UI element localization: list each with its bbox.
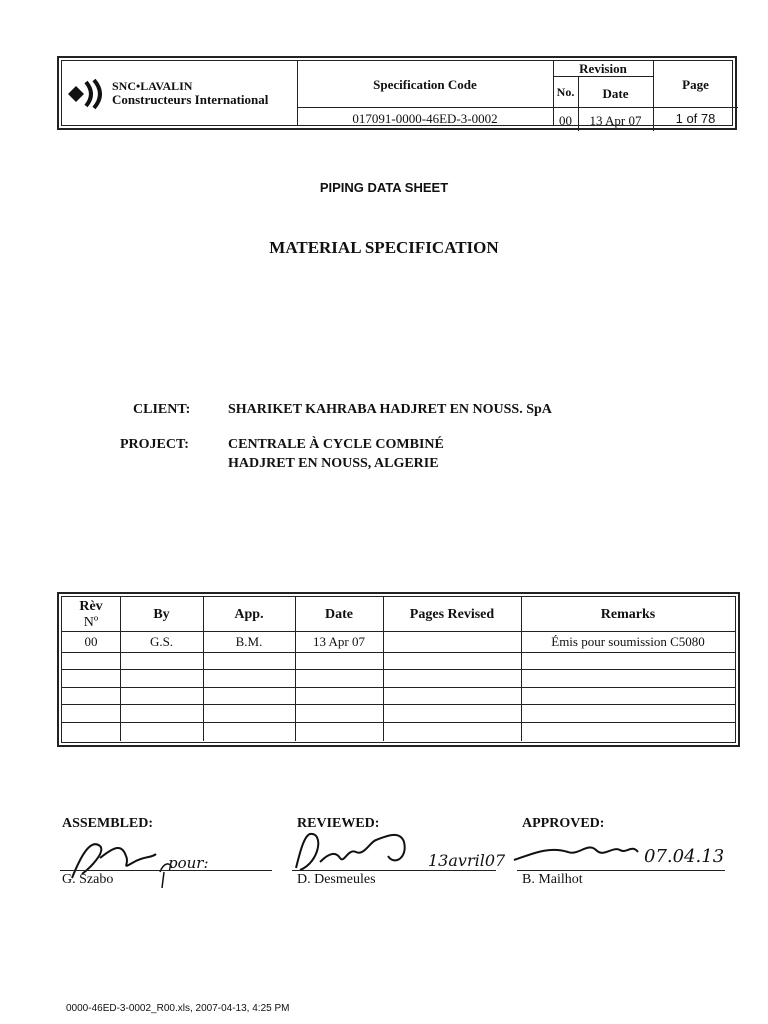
- svg-text:07.04.13: 07.04.13: [644, 846, 725, 867]
- snc-lavalin-logo-icon: [66, 77, 108, 111]
- header-frame: [61, 60, 733, 126]
- svg-text:pour:: pour:: [168, 854, 209, 872]
- assembled-label: ASSEMBLED:: [62, 816, 154, 831]
- approved-signature-icon: [508, 832, 728, 872]
- reviewed-name: D. Desmeules: [297, 872, 376, 887]
- header-rev-line2: Nº: [83, 615, 99, 630]
- reviewed-label: REVIEWED:: [297, 816, 380, 831]
- client-label: CLIENT:: [133, 402, 191, 417]
- main-title: MATERIAL SPECIFICATION: [269, 238, 499, 257]
- revision-no-value: 00: [559, 113, 572, 128]
- row-divider: [62, 687, 735, 688]
- document-header: [57, 56, 737, 130]
- row-divider: [62, 704, 735, 705]
- row-divider: [62, 631, 735, 632]
- company-name: SNC•LAVALIN: [112, 79, 193, 93]
- revision-table-frame: [61, 596, 736, 743]
- table-cell-date: 13 Apr 07: [313, 634, 365, 649]
- project-label: PROJECT:: [120, 437, 189, 452]
- header-by: By: [153, 607, 170, 622]
- spec-code-label: Specification Code: [373, 77, 477, 92]
- company-division: Constructeurs International: [112, 92, 269, 107]
- revision-no-label: No.: [556, 85, 575, 99]
- row-divider: [62, 722, 735, 723]
- table-cell-app: B.M.: [235, 634, 263, 649]
- header-pages-revised: Pages Revised: [409, 607, 495, 622]
- reviewed-signature-line: [292, 870, 496, 871]
- header-rev-line1: Rèv: [79, 599, 103, 614]
- revision-date-label: Date: [602, 86, 629, 101]
- header-date: Date: [325, 607, 353, 622]
- header-remarks: Remarks: [600, 607, 656, 622]
- table-cell-rev: 00: [84, 634, 98, 649]
- page-number-value: 1 of 78: [675, 111, 716, 126]
- assembled-signature-line: [60, 870, 272, 871]
- row-divider: [62, 669, 735, 670]
- client-value: SHARIKET KAHRABA HADJRET EN NOUSS. SpA: [228, 402, 552, 417]
- sheet-title: PIPING DATA SHEET: [319, 180, 449, 195]
- table-cell-by: G.S.: [149, 634, 174, 649]
- row-divider: [62, 652, 735, 653]
- svg-text:13avril07: 13avril07: [428, 851, 506, 870]
- revision-history-table: [57, 592, 740, 747]
- assembled-name: G. Szabo: [62, 872, 114, 887]
- approved-name: B. Mailhot: [522, 872, 583, 887]
- header-rev-no: [62, 599, 120, 631]
- approved-label: APPROVED:: [522, 816, 605, 831]
- project-line-1: CENTRALE À CYCLE COMBINÉ: [228, 437, 444, 452]
- file-info-footer: 0000-46ED-3-0002_R00.xls, 2007-04-13, 4:25 PM: [66, 1003, 290, 1014]
- page-label: Page: [682, 77, 709, 92]
- revision-date-value: 13 Apr 07: [589, 113, 642, 128]
- header-app: App.: [234, 607, 264, 622]
- project-line-2: HADJRET EN NOUSS, ALGERIE: [228, 456, 439, 471]
- approved-signature-line: [517, 870, 725, 871]
- table-cell-remarks: Émis pour soumission C5080: [551, 634, 705, 649]
- spec-code-cell: [297, 61, 554, 125]
- spec-code-value: 017091-0000-46ED-3-0002: [352, 111, 498, 126]
- company-logo-cell: [62, 61, 298, 125]
- revision-label: Revision: [579, 61, 627, 76]
- header-row-divider: [297, 107, 738, 108]
